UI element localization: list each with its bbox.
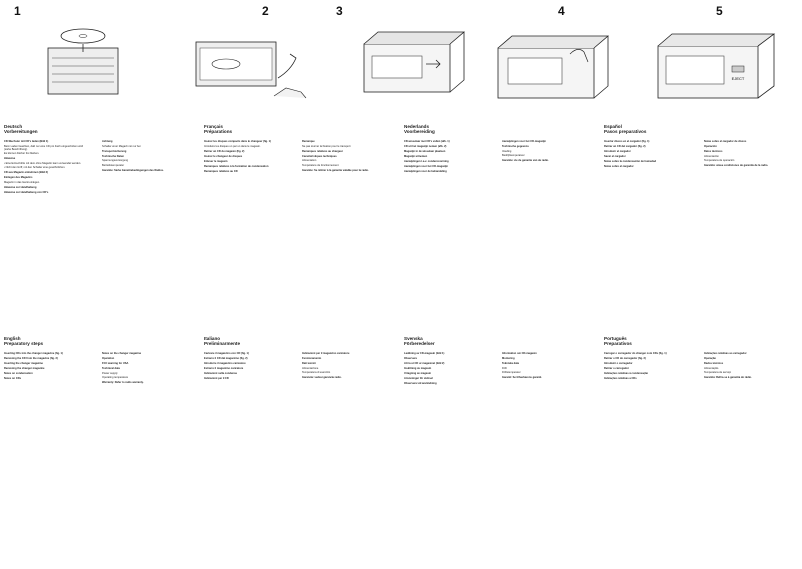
paragraph: Estrarre il CD dal magazzino (fig. 2)	[204, 357, 248, 361]
paragraph: Spannungsversorgung	[102, 159, 129, 163]
paragraph: Notes on condensation	[4, 372, 33, 376]
paragraph: Datos técnicos	[704, 150, 723, 154]
section-nederlands	[404, 124, 594, 334]
paragraph: Operación	[704, 145, 717, 149]
paragraph: Notes on the changer magazine	[102, 352, 142, 355]
step-4-illustration	[478, 4, 634, 114]
paragraph: Urtagning av magasin	[404, 372, 432, 376]
paragraph: Montering	[502, 357, 515, 361]
paragraph: Notas sobre el cargador de discos	[704, 140, 747, 143]
section-language: Deutsch	[4, 124, 23, 129]
paragraph: Driftstemperatur	[502, 371, 521, 375]
paragraph: Insérer le changeur de disques	[204, 154, 243, 158]
illustrations	[0, 0, 802, 118]
paragraph: Garanti: Se tillverkarens garanti.	[502, 376, 542, 380]
paragraph: Observera vid användning	[404, 382, 437, 386]
section-language: Français	[204, 124, 223, 129]
section-language: Italiano	[204, 336, 221, 341]
section-svenska	[404, 336, 594, 566]
paragraph: Notes on CDs	[4, 377, 22, 381]
paragraph: Power supply	[102, 371, 118, 375]
paragraph: Achtung	[102, 140, 113, 143]
section-column-2	[302, 138, 388, 173]
paragraph: Retirer un CD du magasin (fig. 2)	[204, 149, 245, 153]
paragraph: Hinweise zur Handhabung	[4, 185, 37, 189]
section-column-1	[404, 350, 490, 387]
paragraph: Indicações relativas à condensação	[604, 372, 649, 376]
paragraph: Alimentação	[704, 366, 719, 370]
paragraph: Technische gegevens	[502, 145, 529, 149]
paragraph: Hinweise zur Handhabung von CD's	[4, 191, 49, 195]
paragraph: Tekniska data	[502, 362, 519, 366]
section-language: Español	[604, 124, 622, 129]
paragraph: Inserting CDs into the changer magazine (fig. 1)	[4, 352, 63, 355]
paragraph: Retirar un CD del cargador (fig. 2)	[604, 145, 646, 149]
paragraph: Aanwijzingen voor de behandeling	[404, 170, 447, 174]
paragraph: Technische Daten	[102, 154, 125, 158]
paragraph: Remarques relatives au chargeur	[302, 149, 343, 153]
section-francais	[204, 124, 394, 334]
paragraph: Remarques relatives à la formation de condensation	[204, 164, 269, 168]
section-title: Preparatory steps	[4, 341, 44, 346]
paragraph: Enlever le magasin	[204, 159, 228, 163]
section-title: Preparativos	[604, 341, 632, 346]
paragraph: Funzionamento	[302, 357, 322, 361]
section-english	[4, 336, 194, 566]
section-italiano	[204, 336, 394, 566]
section-column-2	[704, 350, 790, 381]
paragraph: Betriebstemperatur	[102, 163, 125, 167]
paragraph: Sacar el cargador	[604, 155, 626, 159]
paragraph: Anvisningar för skötsel	[404, 377, 433, 381]
paragraph: Notas sobre el cargador	[604, 165, 634, 169]
changer-door-drawing	[330, 18, 486, 114]
paragraph: Introducir el cargador	[604, 150, 631, 154]
section-column-1	[404, 138, 490, 175]
paragraph: Operação	[704, 357, 716, 361]
section-deutsch	[4, 124, 194, 334]
paragraph: Einlegen des Magazins	[4, 176, 33, 180]
paragraph: Temperatura de serviço	[704, 371, 732, 375]
paragraph: Remarque	[302, 140, 315, 143]
paragraph: • Nicht den Griff, mit den Schalter eine gewöhnlichen.	[4, 166, 66, 170]
paragraph: Notas sobre la condensación de humedad	[604, 160, 657, 164]
paragraph: Aanwijzingen t.a.v. condensvorming	[404, 160, 449, 164]
paragraph: Introduire les disques un par un dans le magasin.	[204, 144, 261, 148]
paragraph: Dati tecnici	[302, 362, 316, 366]
paragraph: Magazin in das Gerät einlegen.	[4, 180, 40, 184]
paragraph: Indicazioni per il magazzino caricatore	[302, 352, 350, 355]
paragraph: Information om CD-magasin	[502, 352, 537, 355]
paragraph: Garantia: Refira-se à garantia do rádio.	[704, 376, 752, 380]
paragraph: Alimentación	[704, 154, 719, 158]
step-number: 4	[558, 4, 565, 18]
eject-label: EJECT	[731, 76, 745, 81]
paragraph: Observera	[404, 357, 417, 361]
step-1-illustration	[8, 4, 164, 114]
paragraph: Inserting the changer magazine	[4, 362, 43, 366]
section-column-2	[502, 350, 588, 381]
paragraph: Carregar o carregador do changer com CDs (fig. 1)	[604, 352, 667, 355]
paragraph: Dados técnicos	[704, 362, 724, 366]
section-language: English	[4, 336, 21, 341]
paragraph: Caricare il magazzino con CD (fig. 1)	[204, 352, 249, 355]
cd-magazine-drawing	[8, 18, 164, 114]
step-2-illustration	[166, 4, 322, 114]
paragraph: Indicações relativas a CDs	[604, 377, 637, 381]
step-number: 1	[14, 4, 21, 18]
paragraph: Indicazioni sulla condensa	[204, 372, 237, 376]
paragraph: Warranty: Refer to radio warranty.	[102, 381, 144, 385]
paragraph: Retirar o CD do carregador (fig. 2)	[604, 357, 646, 361]
magazine-insert-drawing	[478, 18, 634, 114]
section-column-2	[302, 350, 388, 381]
step-5-illustration	[640, 4, 796, 114]
paragraph: Garantie: Siehe Garantiebedingungen des Radios.	[102, 168, 164, 172]
paragraph: CD aus Magazin entnehmen (Bild 2)	[4, 171, 48, 175]
paragraph: Laddning av CD-magasin (bild 1)	[404, 352, 445, 355]
paragraph: Removing the CD from the magazine (fig. 2)	[4, 357, 58, 361]
paragraph: Ne pas tourner la fixation pour le transport	[302, 144, 351, 148]
step-number: 5	[716, 4, 723, 18]
paragraph: Magazijn uitnemen	[404, 155, 428, 159]
section-column-1	[604, 350, 690, 382]
paragraph: Insérer les disques compacts dans le changeur (fig. 1)	[204, 140, 271, 143]
section-title: Vorbereitungen	[4, 129, 38, 134]
paragraph: Technical data	[102, 367, 120, 371]
paragraph: CD uit het magazijn nemen (afb. 2)	[404, 145, 447, 149]
section-column-2	[704, 138, 790, 169]
paragraph: Operation	[102, 357, 115, 361]
paragraph: Température de fonctionnement	[302, 163, 339, 167]
paragraph: Bedrijfstemperatuur	[502, 154, 525, 158]
section-column-1	[204, 350, 290, 382]
paragraph: Aanwijzingen voor het CD-magazijn	[502, 140, 546, 143]
section-column-2	[102, 138, 188, 173]
paragraph: Aanwijzingen voor het CD-magazijn	[404, 165, 448, 169]
section-title: Préparations	[204, 129, 233, 134]
paragraph: Garantie: Se référer à la garantie valable pour la radio.	[302, 168, 369, 172]
step-number: 3	[336, 4, 343, 18]
paragraph: Drift	[502, 366, 507, 370]
section-column-1	[4, 138, 90, 196]
step-3-illustration	[330, 4, 486, 114]
paragraph: Temperatura de operación	[704, 159, 735, 163]
paragraph: Indicações relativas ao carregador	[704, 352, 747, 355]
paragraph: Indicazioni per il CD	[204, 377, 229, 381]
step-number: 2	[262, 4, 269, 18]
paragraph: Retirar o carregador	[604, 367, 629, 371]
paragraph: Es können Fächer frei bleiben.	[4, 152, 40, 156]
paragraph: Alimentation	[302, 159, 317, 163]
eject-drawing	[640, 18, 796, 114]
paragraph: Caractéristiques techniques	[302, 154, 337, 158]
paragraph: FCC warning for USA	[102, 362, 129, 366]
section-espanol	[604, 124, 798, 334]
section-column-1	[604, 138, 690, 170]
paragraph: CD-wisselaar met CD's vullen (afb. 1)	[404, 140, 450, 143]
paragraph: Beim Laden beachten, daß nur eine CD pro Fach eingeschoben wird (siehe Beschriftung).	[4, 144, 84, 151]
paragraph: Voeding	[502, 149, 512, 153]
section-title: Förberedelser	[404, 341, 435, 346]
paragraph: Alimentazione	[302, 366, 319, 370]
paragraph: Operating temperature	[102, 376, 129, 380]
section-column-1	[204, 138, 290, 174]
paragraph: Introduzir o carregador	[604, 362, 633, 366]
paragraph: Transportsicherung	[102, 149, 127, 153]
section-title: Pasos preparativos	[604, 129, 647, 134]
section-language: Português	[604, 336, 627, 341]
paragraph: Garantie: zie de garantie van de radio.	[502, 159, 549, 163]
section-language: Svenska	[404, 336, 423, 341]
paragraph: Temperatura di esercizio	[302, 371, 331, 375]
paragraph: Removing the changer magazine	[4, 367, 45, 371]
paragraph: Estrarre il magazzino caricatore	[204, 367, 244, 371]
paragraph: Insättning av magasin	[404, 367, 432, 371]
paragraph: Att ta ut CD ur magasinet (bild 2)	[404, 362, 445, 366]
paragraph: Magazijn in de wisselaar plaatsen	[404, 150, 446, 154]
section-column-2	[502, 138, 588, 164]
paragraph: Remarques relatives au CD	[204, 169, 238, 173]
section-portugues	[604, 336, 798, 566]
section-column-2	[102, 350, 188, 386]
section-title: Preliminarmente	[204, 341, 240, 346]
section-language: Nederlands	[404, 124, 430, 129]
paragraph: Garantía: véase condiciones de garantía de la radio.	[704, 164, 769, 168]
paragraph: Insertar discos en el cargador (fig. 1)	[604, 140, 650, 143]
paragraph: • Eine Extra-Kühle mit dem ohne Magazin kann verwendet werden.	[4, 161, 82, 165]
section-title: Voorbereiding	[404, 129, 435, 134]
paragraph: Schalter einer Magazin ist nur bei	[102, 144, 141, 148]
section-column-1	[4, 350, 90, 382]
cd-removal-drawing	[166, 18, 322, 114]
paragraph: CD-Wechsler mit CD's laden (Bild 1)	[4, 140, 49, 143]
paragraph: Garanzia: vedasi garanzia radio.	[302, 376, 342, 380]
paragraph: Hinweise	[4, 157, 16, 161]
paragraph: Introdurre il magazzino caricatore	[204, 362, 246, 366]
